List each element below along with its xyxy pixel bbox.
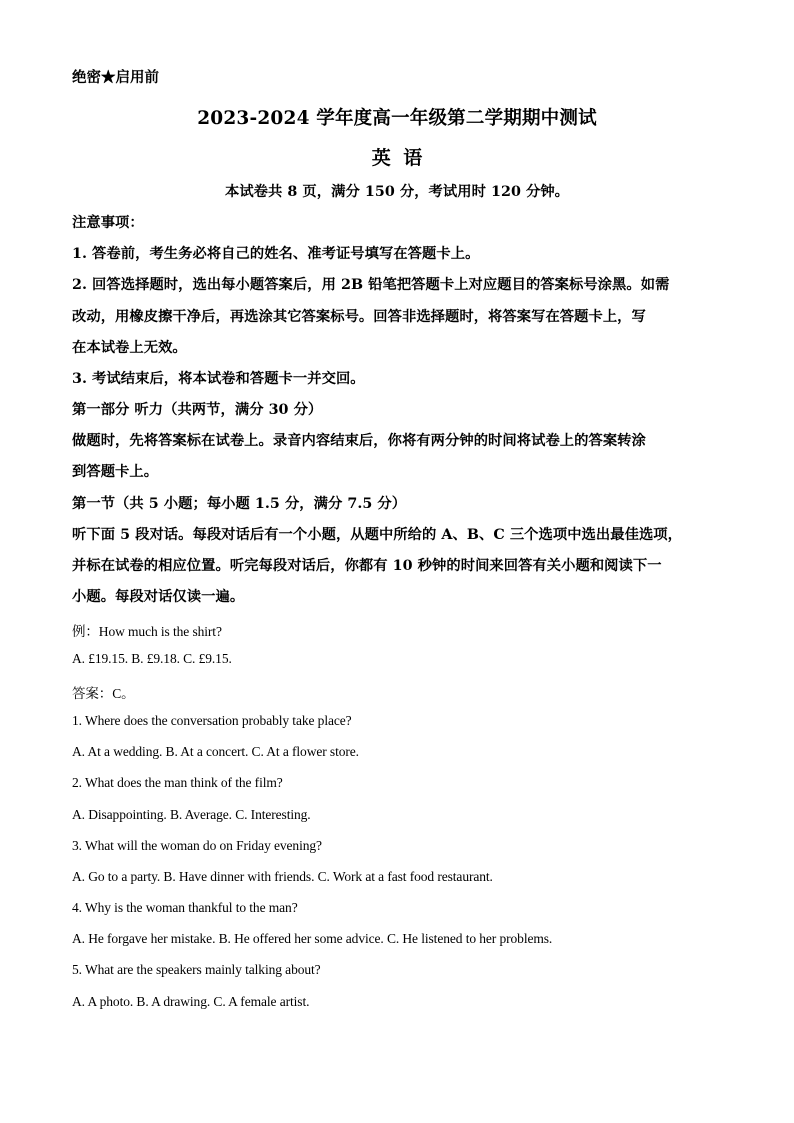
notes-item-3: 3. 考试结束后，将本试卷和答题卡一并交回。 (72, 371, 365, 387)
section1-intro-line-2: 并标在试卷的相应位置。听完每段对话后，你都有 10 秒钟的时间来回答有关小题和阅读下一 (72, 558, 662, 574)
part1-heading: 第一部分 听力（共两节，满分 30 分） (72, 402, 323, 418)
part1-intro-line-2: 到答题卡上。 (72, 464, 159, 480)
section1-heading: 第一节（共 5 小题；每小题 1.5 分，满分 7.5 分） (72, 496, 407, 512)
exam-title: 2023-2024 学年度高一年级第二学期期中测试 (197, 108, 597, 129)
question-5-stem: 5. What are the speakers mainly talking about? (72, 962, 321, 977)
question-5-options: A. A photo. B. A drawing. C. A female artist. (72, 994, 310, 1009)
notes-item-2-line-1: 2. 回答选择题时，选出每小题答案后，用 2B 铅笔把答题卡上对应题目的答案标号涂黑。如需 (72, 277, 670, 293)
question-2-stem: 2. What does the man think of the film? (72, 775, 283, 790)
question-1-stem: 1. Where does the conversation probably take place? (72, 713, 352, 728)
example-answer: 答案：C。 (72, 686, 135, 701)
example-options: A. £19.15. B. £9.18. C. £9.15. (72, 651, 232, 666)
notes-item-2-line-3: 在本试卷上无效。 (72, 340, 187, 356)
question-4-options: A. He forgave her mistake. B. He offered her some advice. C. He listened to her problems. (72, 931, 553, 946)
section1-intro-line-1: 听下面 5 段对话。每段对话后有一个小题，从题中所给的 A、B、C 三个选项中选出最佳选项， (72, 527, 682, 543)
exam-info: 本试卷共 8 页，满分 150 分，考试用时 120 分钟。 (224, 184, 570, 200)
notes-item-1: 1. 答卷前，考生务必将自己的姓名、准考证号填写在答题卡上。 (72, 246, 480, 262)
subject-title: 英 语 (371, 147, 423, 169)
question-3-stem: 3. What will the woman do on Friday evening? (72, 838, 322, 853)
section1-intro-line-3: 小题。每段对话仅读一遍。 (72, 589, 245, 605)
notes-heading: 注意事项： (72, 215, 144, 231)
question-2-options: A. Disappointing. B. Average. C. Interesting. (72, 807, 311, 822)
notes-item-2-line-2: 改动，用橡皮擦干净后，再选涂其它答案标号。回答非选择题时，将答案写在答题卡上，写 (72, 309, 646, 325)
part1-intro-line-1: 做题时，先将答案标在试卷上。录音内容结束后，你将有两分钟的时间将试卷上的答案转涂 (72, 433, 646, 449)
confidential-label: 绝密★启用前 (72, 69, 159, 86)
example-question: 例：How much is the shirt? (72, 624, 222, 639)
question-4-stem: 4. Why is the woman thankful to the man? (72, 900, 298, 915)
question-3-options: A. Go to a party. B. Have dinner with friends. C. Work at a fast food restaurant. (72, 869, 493, 884)
question-1-options: A. At a wedding. B. At a concert. C. At a flower store. (72, 744, 359, 759)
